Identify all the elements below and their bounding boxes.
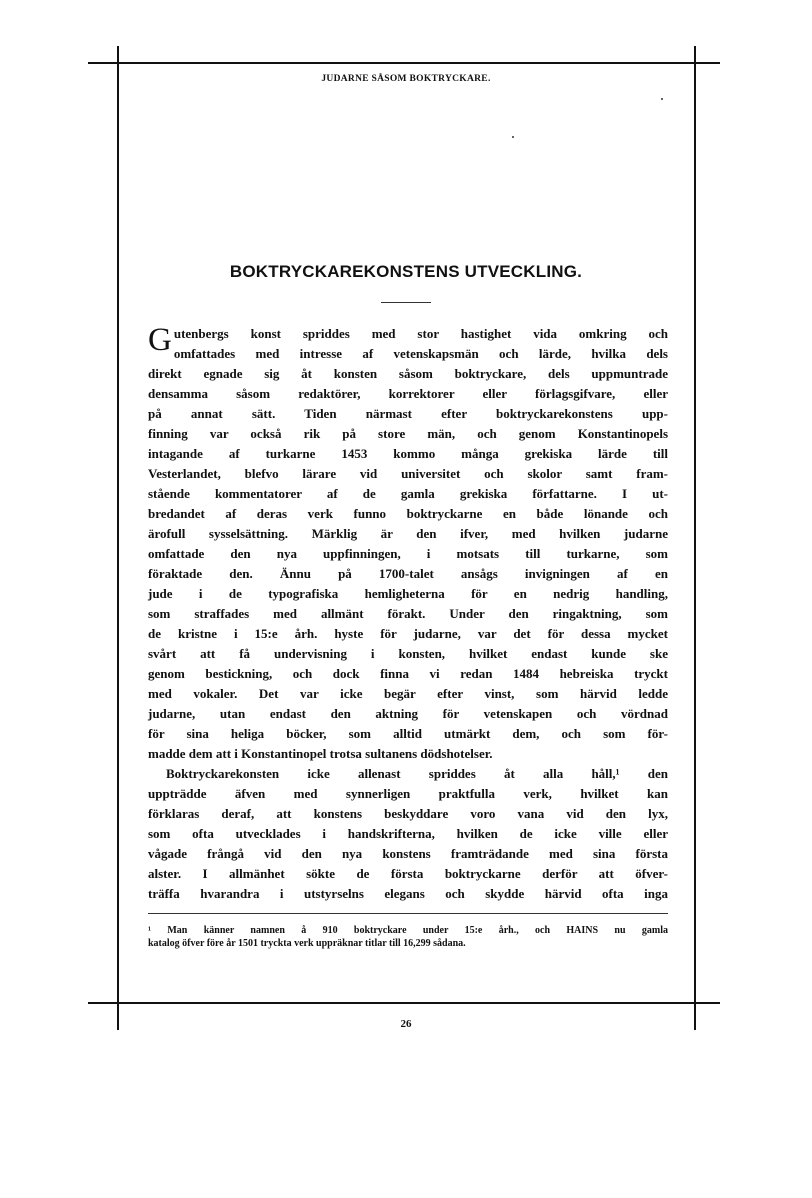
body-line: på annat sätt. Tiden närmast efter boktryckarekonstens upp- bbox=[148, 406, 668, 421]
body-line: stående kommentatorer af de gamla grekiska författarne. I ut- bbox=[148, 486, 668, 501]
body-line: som ofta utvecklades i handskrifterna, hvilken de icke ville eller bbox=[148, 826, 668, 841]
body-line: intagande af turkarne 1453 kommo många grekiska lärde till bbox=[148, 446, 668, 461]
body-line: madde dem att i Konstantinopel trotsa sultanens dödshotelser. bbox=[148, 746, 493, 761]
title-divider bbox=[381, 302, 431, 303]
body-line: jude i de typografiska hemligheterna för en nedrig handling, bbox=[148, 586, 668, 601]
body-line: omfattades med intresse af vetenskapsmän och lärde, hvilka dels bbox=[173, 346, 668, 361]
body-line: träffa hvarandra i utstyrselns elegans och skydde härvid ofta inga bbox=[148, 886, 668, 901]
footnote-divider bbox=[148, 913, 668, 914]
body-line: Boktryckarekonsten icke allenast spriddes åt alla håll,¹ den bbox=[166, 766, 668, 781]
bottom-rule bbox=[88, 1002, 720, 1004]
body-text bbox=[148, 324, 668, 904]
body-line: de kristne i 15:e årh. hyste för judarne, var det för dessa mycket bbox=[148, 626, 668, 641]
body-line: alster. I allmänhet sökte de första boktryckarne derför att öfver- bbox=[148, 866, 668, 881]
body-line: med vokaler. Det var icke begär efter vinst, som härvid ledde bbox=[148, 686, 668, 701]
right-rule bbox=[694, 46, 696, 1030]
body-line: svårt att få undervisning i konsten, hvilket endast kunde ske bbox=[148, 646, 668, 661]
body-line: Gutenbergs konst spriddes med stor hastighet vida omkring och bbox=[148, 322, 668, 358]
footnote-line: ¹ Man känner namnen å 910 boktryckare under 15:e årh., och HAINS nu gamla bbox=[148, 925, 668, 936]
body-line: ärofull sysselsättning. Märklig är den ifver, med hvilken judarne bbox=[148, 526, 668, 541]
body-line: Vesterlandet, blefvo lärare vid universitet och skolor samt fram- bbox=[148, 466, 668, 481]
speck bbox=[512, 136, 514, 138]
body-line: uppträdde äfven med synnerligen praktfulla verk, hvilket kan bbox=[148, 786, 668, 801]
body-line: genom bestickning, och dock finna vi redan 1484 hebreiska tryckt bbox=[148, 666, 668, 681]
body-line: direkt egnade sig åt konsten såsom boktryckare, dels uppmuntrade bbox=[148, 366, 668, 381]
footnote bbox=[148, 924, 668, 950]
left-rule bbox=[117, 46, 119, 1030]
page-number: 26 bbox=[400, 1018, 412, 1030]
body-line: för sina heliga böcker, som alltid utmärkt dem, och som för- bbox=[148, 726, 668, 741]
body-line: förklaras deraf, att konstens beskyddare voro vana vid den lyx, bbox=[148, 806, 668, 821]
body-line: föraktade den. Ännu på 1700-talet ansågs invigningen af en bbox=[148, 566, 668, 581]
footnote-line: katalog öfver före år 1501 tryckta verk uppräknar titlar till 16,299 sådana. bbox=[148, 938, 466, 949]
running-head: JUDARNE SÅSOM BOKTRYCKARE. bbox=[321, 74, 491, 84]
body-line: finning var också rik på store män, och genom Konstantinopels bbox=[148, 426, 668, 441]
top-rule bbox=[88, 62, 720, 64]
body-line: densamma såsom redaktörer, korrektorer eller förlagsgifvare, eller bbox=[148, 386, 668, 401]
chapter-title: BOKTRYCKAREKONSTENS UTVECKLING. bbox=[229, 262, 583, 281]
body-line: omfattade den nya uppfinningen, i motsats till turkarne, som bbox=[148, 546, 668, 561]
body-line: judarne, utan endast den aktning för vetenskapen och vördnad bbox=[148, 706, 668, 721]
body-line: vågade frångå vid den nya konstens framträdande med sina första bbox=[148, 846, 668, 861]
drop-cap: G bbox=[148, 322, 172, 358]
body-line: som straffades med allmänt förakt. Under den ringaktning, som bbox=[148, 606, 668, 621]
body-line: bredandet af deras verk funno boktryckarne en både lönande och bbox=[148, 506, 668, 521]
speck bbox=[661, 98, 663, 100]
